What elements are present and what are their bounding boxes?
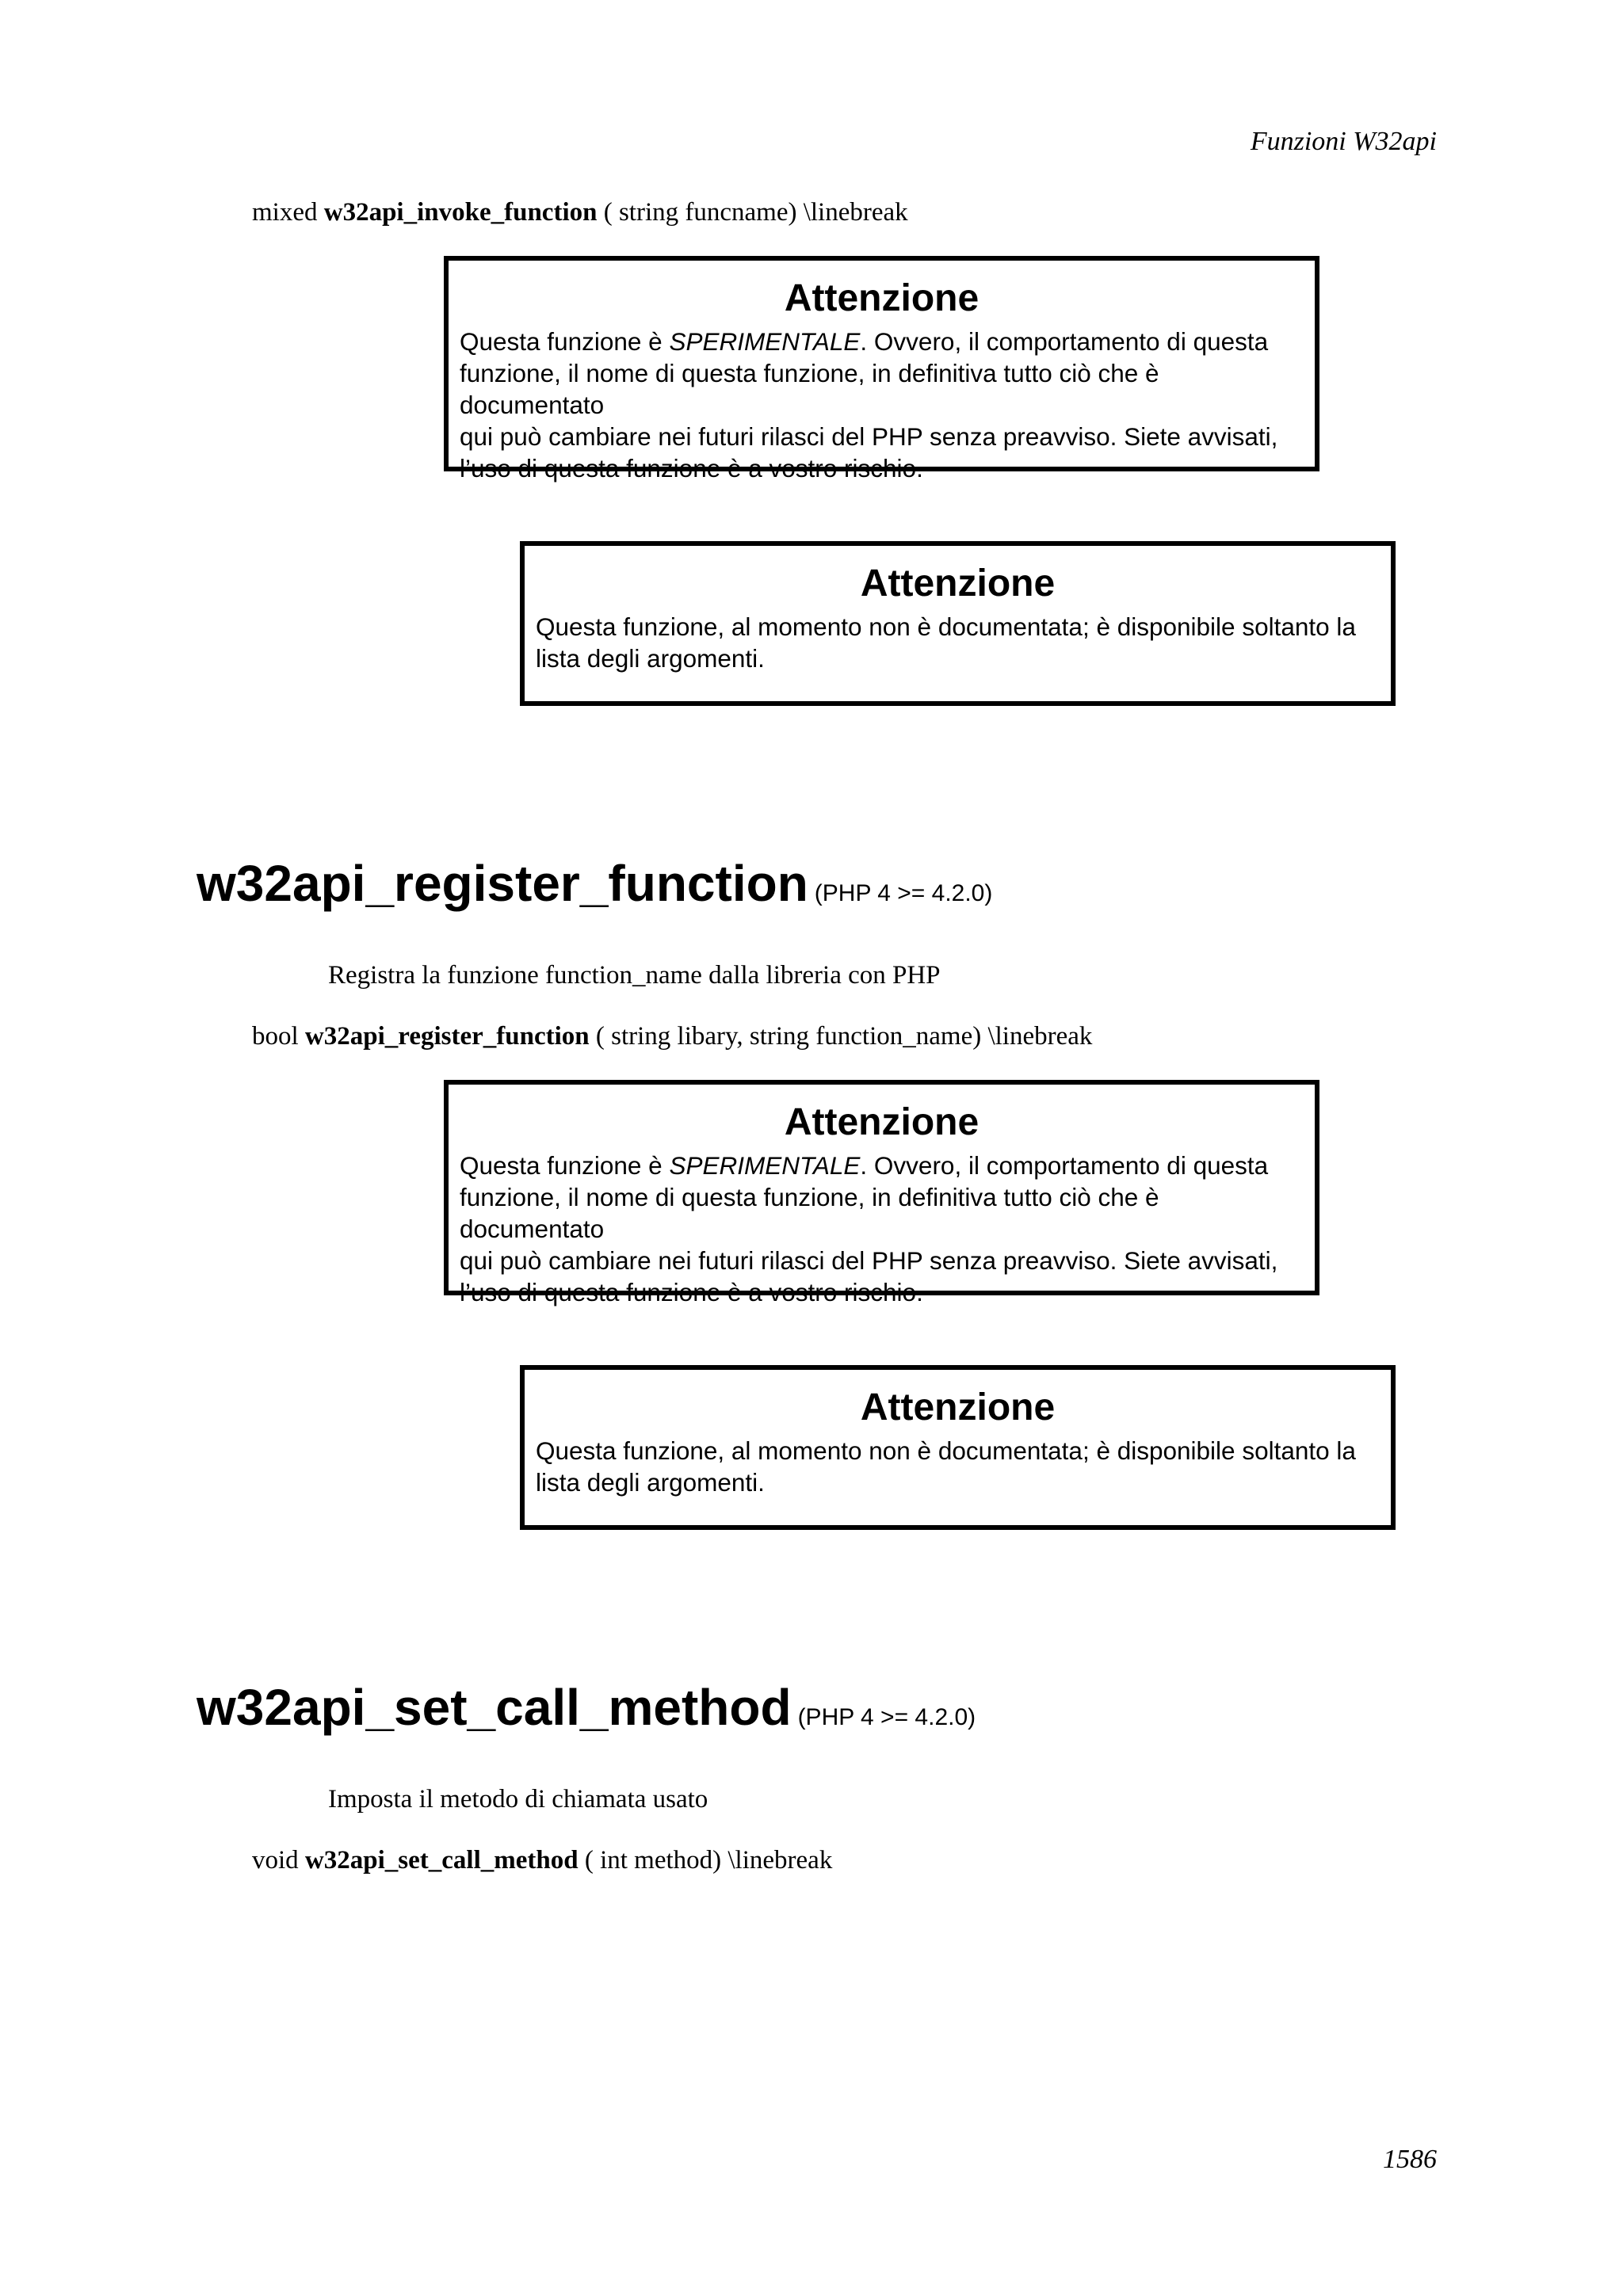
warning-line-4: l’uso di questa funzione è a vostro rischio.: [460, 1278, 923, 1306]
function-title: w32api_register_function: [197, 855, 808, 912]
warning-line-2: lista degli argomenti.: [536, 1468, 765, 1497]
warning-line-3: qui può cambiare nei futuri rilasci del PHP senza preavviso. Siete avvisati,: [460, 422, 1278, 451]
warning-line-1: Questa funzione, al momento non è documentata; è disponibile soltanto la: [536, 612, 1356, 641]
function-name: w32api_set_call_method: [304, 1846, 579, 1875]
warning-title: Attenzione: [860, 563, 1056, 605]
warning-text: [460, 326, 1304, 484]
warning-text: [536, 1435, 1380, 1498]
set-call-method-synopsis: [252, 1846, 832, 1875]
warning-text-start: Questa funzione è: [460, 327, 670, 356]
warning-text-rest: . Ovvero, il comportamento di questa: [860, 327, 1269, 356]
warning-line-2: funzione, il nome di questa funzione, in definitiva tutto ciò che è documentato: [460, 359, 1159, 419]
php-version: (PHP 4 >= 4.2.0): [814, 880, 993, 906]
warning-line-4: l’uso di questa funzione è a vostro rischio.: [460, 454, 923, 482]
warning-text-start: Questa funzione è: [460, 1151, 670, 1180]
php-version: (PHP 4 >= 4.2.0): [797, 1704, 976, 1730]
parameters: ( int method) \linebreak: [584, 1846, 833, 1875]
return-type: bool: [252, 1022, 299, 1051]
function-title: w32api_set_call_method: [197, 1679, 792, 1736]
warning-emphasis: SPERIMENTALE: [669, 1151, 861, 1180]
undocumented-warning-box: [520, 1365, 1396, 1530]
warning-line-3: qui può cambiare nei futuri rilasci del PHP senza preavviso. Siete avvisati,: [460, 1246, 1278, 1275]
warning-text: [460, 1150, 1304, 1308]
warning-line-2: funzione, il nome di questa funzione, in definitiva tutto ciò che è documentato: [460, 1183, 1159, 1243]
parameters: ( string libary, string function_name) \linebreak: [595, 1022, 1093, 1051]
register-function-heading: [197, 854, 992, 913]
return-type: mixed: [252, 198, 318, 227]
warning-line-2: lista degli argomenti.: [536, 644, 765, 673]
function-name: w32api_invoke_function: [323, 198, 598, 227]
undocumented-warning-box: [520, 541, 1396, 706]
function-name: w32api_register_function: [304, 1022, 590, 1051]
experimental-warning-box: [444, 256, 1319, 482]
warning-text: [536, 611, 1380, 674]
parameters: ( string funcname) \linebreak: [603, 198, 908, 227]
register-function-synopsis: [252, 1022, 1092, 1051]
warning-title: Attenzione: [784, 1101, 980, 1143]
warning-text-rest: . Ovvero, il comportamento di questa: [860, 1151, 1269, 1180]
experimental-warning-box: [444, 1080, 1319, 1306]
warning-title: Attenzione: [860, 1386, 1056, 1428]
warning-line-1: Questa funzione, al momento non è documentata; è disponibile soltanto la: [536, 1436, 1356, 1465]
warning-emphasis: SPERIMENTALE: [669, 327, 861, 356]
register-function-purpose: Registra la funzione function_name dalla libreria con PHP: [328, 961, 941, 990]
return-type: void: [252, 1846, 299, 1875]
warning-title: Attenzione: [784, 277, 980, 319]
set-call-method-purpose: Imposta il metodo di chiamata usato: [328, 1785, 708, 1814]
running-header: Funzioni W32api: [1250, 127, 1437, 156]
page-number: 1586: [1383, 2145, 1437, 2174]
set-call-method-heading: [197, 1678, 976, 1737]
invoke-function-synopsis: [252, 198, 908, 227]
